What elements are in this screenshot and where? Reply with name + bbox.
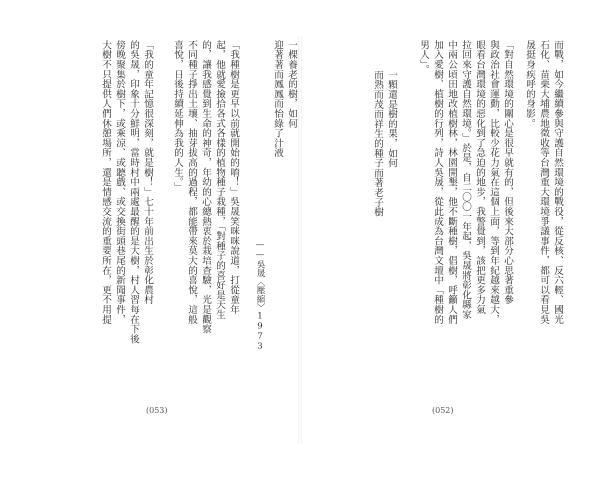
left-body-column: 傍晚聚集於樹下，或乘涼、或聽戲、或交換街頭巷尾的新聞事件， — [114, 40, 125, 325]
left-body-column: 「我的童年記憶很深刻，就是樹！」七十年前出生於彰化農村 — [142, 40, 153, 305]
right-body-column: 「對自然環境的關心是很早就有的，但後來大部分心思著重參 — [502, 40, 513, 305]
left-body-column: 的，讓我感覺到生命的神奇，年幼的心總熱衷於栽培查驗，光是觀察 — [200, 40, 211, 334]
left-body-column: 不同種子掙出土壤、抽芽拔高的過程，都能帶來莫大的喜悅，這般 — [186, 40, 197, 325]
right-page-number: (052) — [432, 406, 454, 415]
left-body-column: 喜悅，日後持續延伸為我的人生。」 — [172, 40, 183, 192]
left-body-column: 的吳晟，印象十分鮮明，當時村中兩處最醒的是大樹，村人習每在下後 — [128, 40, 139, 344]
right-body-column: 加入愛樹、植樹的行列，詩人吳晟，從此成為台灣文壇中「種樹的 — [432, 40, 443, 325]
left-poem-line-2: 迎著著而鳳鳳而怡綠了汁液 — [272, 40, 283, 158]
left-body-column: 起，他就愛撿拾各式各樣的植物種子栽種，「對種子的喜好是天生 — [214, 40, 225, 320]
right-intro-column: 晟挺身疾呼的身影。 — [524, 40, 535, 129]
right-body-column: 男人」。 — [418, 40, 429, 75]
right-page — [302, 40, 564, 440]
left-body-column: 大樹不只提供人們休憩場所，還是情感交流的重要所在，更不用提 — [100, 40, 111, 325]
right-body-column: 與政治社會運動，比較少花力氣在這個上面，等到年紀越來越大， — [488, 40, 499, 325]
left-poem-line-1: 一棵養老的樹，如何 — [286, 40, 297, 129]
right-poem-line-2: 而熟而茂而祥生的種子而著老子樹 — [372, 70, 383, 217]
right-intro-column: 而戰，如今繼續參與守護自然環境的戰役，從反核、反六輕、國光 — [552, 40, 563, 325]
left-page — [36, 40, 298, 440]
right-body-column: 中兩公頃田地改植樹林，林園開墾，他不斷種樹，倡樹，呼籲人們 — [446, 40, 457, 325]
right-poem-line-1: 一顆還是樹的果，如何 — [386, 70, 397, 168]
left-poem-attribution: ——吳晟〈壓縮〉1973 — [255, 240, 265, 352]
left-page-number: (053) — [146, 406, 168, 415]
right-body-column: 拉回來守護自然環境。」於是，自二〇〇一年起，吳晟將彰化縣家 — [460, 40, 471, 320]
right-intro-column: 石化、苗栗大埔農地徵收等台灣重大環境爭議事件，都可以看見吳 — [538, 40, 549, 325]
left-body-column: 「我種樹是更早以前就開始的唷！」吳晟笑咪咪說道，打從童年 — [228, 40, 239, 315]
right-body-column: 眼看台灣環境的惡化到了急迫的地步，我警覺到，該把更多力氣 — [474, 40, 485, 315]
